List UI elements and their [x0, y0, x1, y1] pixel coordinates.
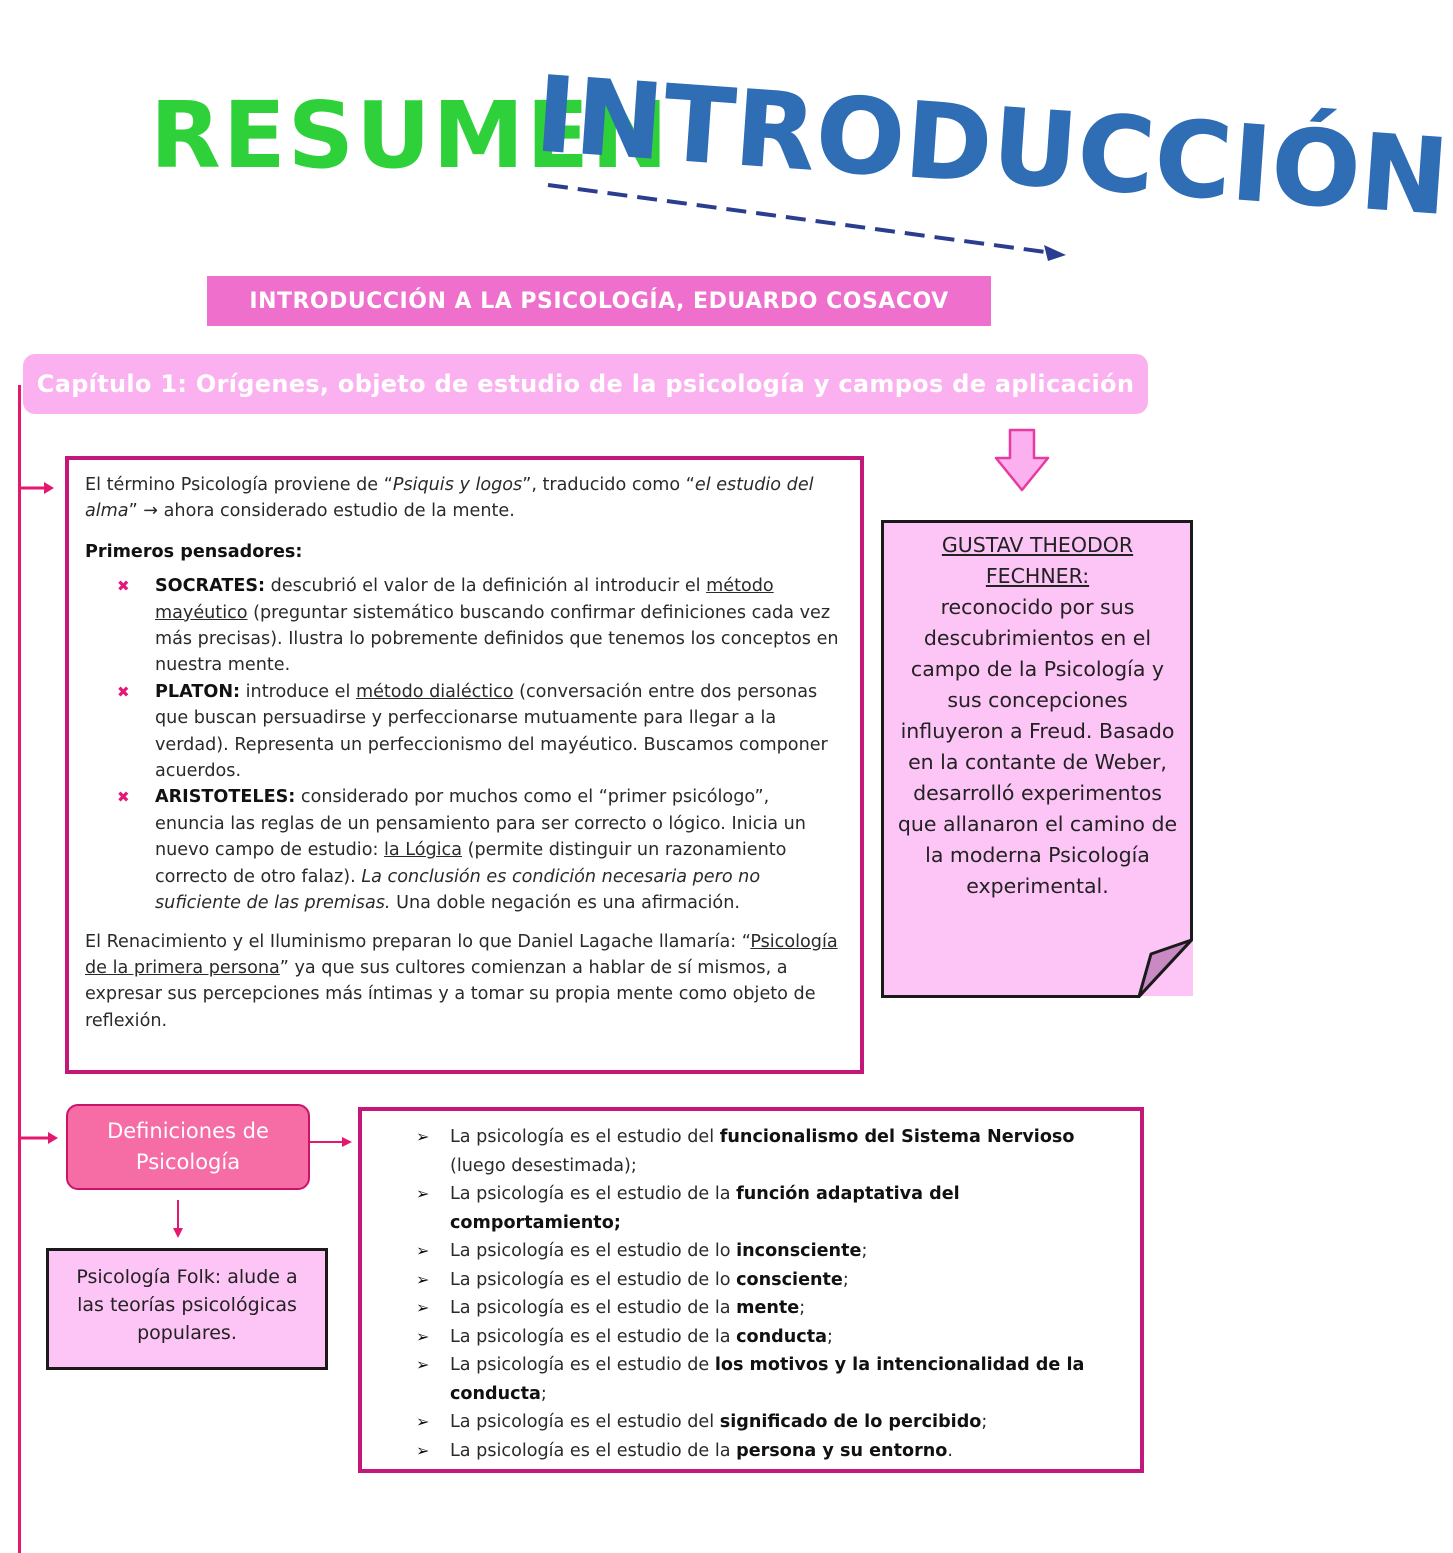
arrowhead-bullet-icon: ➢	[416, 1440, 430, 1460]
definition-text	[450, 1298, 805, 1318]
down-arrow-icon	[994, 428, 1050, 494]
text-run: el estudio del alma	[85, 475, 814, 522]
text-run: SOCRATES:	[155, 576, 266, 597]
definitions-label: Definiciones de Psicología	[107, 1119, 269, 1174]
definition-text	[450, 1127, 1074, 1176]
psychology-origins-box	[65, 456, 864, 1074]
definition-item	[416, 1323, 1130, 1352]
definition-text	[450, 1270, 849, 1290]
timeline-arrow-icon	[18, 1128, 58, 1148]
cross-bullet-icon: ✖	[117, 788, 130, 807]
down-small-arrow-icon	[168, 1200, 188, 1240]
text-run: La psicología es el estudio de la	[450, 1184, 737, 1204]
text-run: ;	[540, 1383, 547, 1404]
text-run: (preguntar sistemático buscando confirmar definiciones cada vez más precisas). Ilustra lo pobremente definidos que tenemos los conceptos en nuestra mente.	[155, 602, 839, 676]
text-run: La psicología es el estudio de la	[450, 1326, 737, 1347]
cross-bullet-icon: ✖	[117, 682, 130, 701]
folk-text: Psicología Folk: alude a las teorías psicológicas populares.	[76, 1266, 298, 1344]
definition-item	[416, 1437, 1130, 1466]
text-run: La psicología es el estudio de	[450, 1355, 715, 1375]
definition-item	[416, 1237, 1130, 1266]
text-run: El término Psicología proviene de “	[85, 475, 393, 495]
definition-text	[450, 1241, 867, 1261]
text-run: introduce el	[240, 681, 356, 702]
text-run: consciente	[736, 1269, 843, 1290]
text-run: persona y su entorno	[736, 1440, 948, 1461]
thinkers-list	[85, 573, 844, 916]
text-run: ;	[981, 1412, 988, 1432]
text-run: ” → ahora considerado estudio de la mente.	[128, 501, 515, 522]
folk-psychology-note	[46, 1248, 328, 1370]
text-run: El Renacimiento y el Iluminismo preparan lo que Daniel Lagache llamaría: “	[85, 931, 751, 952]
text-run: mente	[736, 1298, 800, 1318]
text-run: método dialéctico	[355, 681, 514, 702]
book-title-banner: INTRODUCCIÓN A LA PSICOLOGÍA, EDUARDO COSACOV	[207, 276, 991, 326]
list-item	[117, 784, 844, 916]
text-run: la Lógica	[383, 840, 463, 861]
definition-item	[416, 1266, 1130, 1295]
text-run: Psicología de la primera persona	[85, 931, 838, 978]
arrowhead-bullet-icon: ➢	[416, 1412, 430, 1431]
text-run: funcionalismo del Sistema Nervioso	[719, 1127, 1075, 1147]
definition-item	[416, 1294, 1130, 1323]
text-run: ” ya que sus cultores comienzan a hablar de sí mismos, a expresar sus percepciones más íntimas y a tomar su propia mente como objeto de reflexión.	[85, 957, 816, 1031]
definition-text	[450, 1355, 1084, 1404]
cross-bullet-icon: ✖	[117, 577, 130, 596]
timeline-arrow-icon	[18, 478, 54, 498]
text-run: ”, traducido como “	[522, 475, 695, 495]
text-run: conducta	[736, 1326, 827, 1347]
definitions-box	[358, 1107, 1144, 1473]
arrowhead-bullet-icon: ➢	[416, 1298, 430, 1317]
arrowhead-bullet-icon: ➢	[416, 1326, 430, 1346]
definition-text	[450, 1184, 960, 1233]
text-run: descubrió el valor de la definición al introducir el	[265, 576, 707, 597]
arrowhead-bullet-icon: ➢	[416, 1355, 430, 1374]
fechner-name: GUSTAV THEODOR FECHNER:	[941, 533, 1134, 588]
definition-item	[416, 1123, 1130, 1180]
text-run: función adaptativa del comportamiento	[450, 1184, 960, 1233]
text-run: significado de lo percibido	[719, 1412, 982, 1432]
text-run: La psicología es el estudio de lo	[450, 1241, 737, 1261]
text-run: .	[947, 1440, 953, 1461]
text-run: método mayéutico	[155, 576, 774, 623]
chapter-banner: Capítulo 1: Orígenes, objeto de estudio de la psicología y campos de aplicación	[23, 354, 1148, 414]
text-run: ;	[613, 1212, 621, 1233]
title-word-resumen: RESUMEN	[150, 82, 671, 189]
fechner-text	[895, 530, 1180, 902]
text-run: ARISTOTELES:	[155, 787, 296, 808]
text-run: ;	[842, 1269, 849, 1290]
timeline-line	[18, 385, 21, 1553]
text-run: ;	[861, 1241, 868, 1261]
right-arrow-icon	[310, 1132, 352, 1152]
dashed-arrow-icon	[548, 175, 1068, 265]
arrowhead-bullet-icon: ➢	[416, 1184, 430, 1203]
definition-text	[450, 1441, 953, 1461]
text-run: (permite distinguir un razonamiento correcto de otro falaz).	[155, 840, 787, 887]
text-run: La psicología es el estudio de lo	[450, 1269, 737, 1290]
intro-paragraph	[85, 472, 844, 525]
renaissance-paragraph	[85, 929, 844, 1035]
title-word-introduccion: INTRODUCCIÓN	[532, 53, 1453, 239]
text-run: los motivos y la intencionalidad de la conducta	[450, 1355, 1085, 1404]
text-run: La psicología es el estudio de la	[450, 1298, 737, 1318]
text-run: considerado por muchos como el “primer psicólogo”, enuncia las reglas de un pensamiento para ser correcto o lógico. Inicia un nuevo campo de estudio:	[155, 787, 806, 861]
text-run: La psicología es el estudio del	[450, 1127, 720, 1147]
definition-item	[416, 1180, 1130, 1237]
fechner-body: reconocido por sus descubrimientos en el campo de la Psicología y sus concepciones influyeron a Freud. Basado en la contante de Weber, desarrolló experimentos que allanaron el camino de la moderna Psicología experimental.	[897, 595, 1178, 898]
definitions-list	[362, 1123, 1130, 1465]
text-run: Psiquis y logos	[392, 475, 523, 495]
text-run: ;	[826, 1326, 833, 1347]
text-run: ;	[799, 1298, 806, 1318]
definitions-label-box	[66, 1104, 310, 1190]
text-run: Una doble negación es una afirmación.	[390, 893, 740, 914]
thinkers-heading: Primeros pensadores:	[85, 541, 303, 562]
text-run: (luego desestimada);	[450, 1155, 637, 1176]
definition-text	[450, 1412, 987, 1432]
text-run: La conclusión es condición necesaria pero no suficiente de las premisas.	[155, 866, 761, 914]
arrowhead-bullet-icon: ➢	[416, 1241, 430, 1260]
list-item	[117, 573, 844, 679]
arrowhead-bullet-icon: ➢	[416, 1127, 430, 1146]
text-run: PLATON:	[155, 681, 241, 702]
definition-item	[416, 1408, 1130, 1437]
definition-text	[450, 1327, 833, 1347]
text-run: inconsciente	[736, 1241, 862, 1261]
text-run: La psicología es el estudio del	[450, 1412, 720, 1432]
text-run: La psicología es el estudio de la	[450, 1440, 737, 1461]
arrowhead-bullet-icon: ➢	[416, 1269, 430, 1289]
text-run: (conversación entre dos personas que buscan persuadirse y perfeccionarse mutuamente para llegar a la verdad). Representa un perfeccionismo del mayéutico. Buscamos componer acuerdos.	[155, 681, 828, 782]
definition-item	[416, 1351, 1130, 1408]
list-item	[117, 679, 844, 785]
